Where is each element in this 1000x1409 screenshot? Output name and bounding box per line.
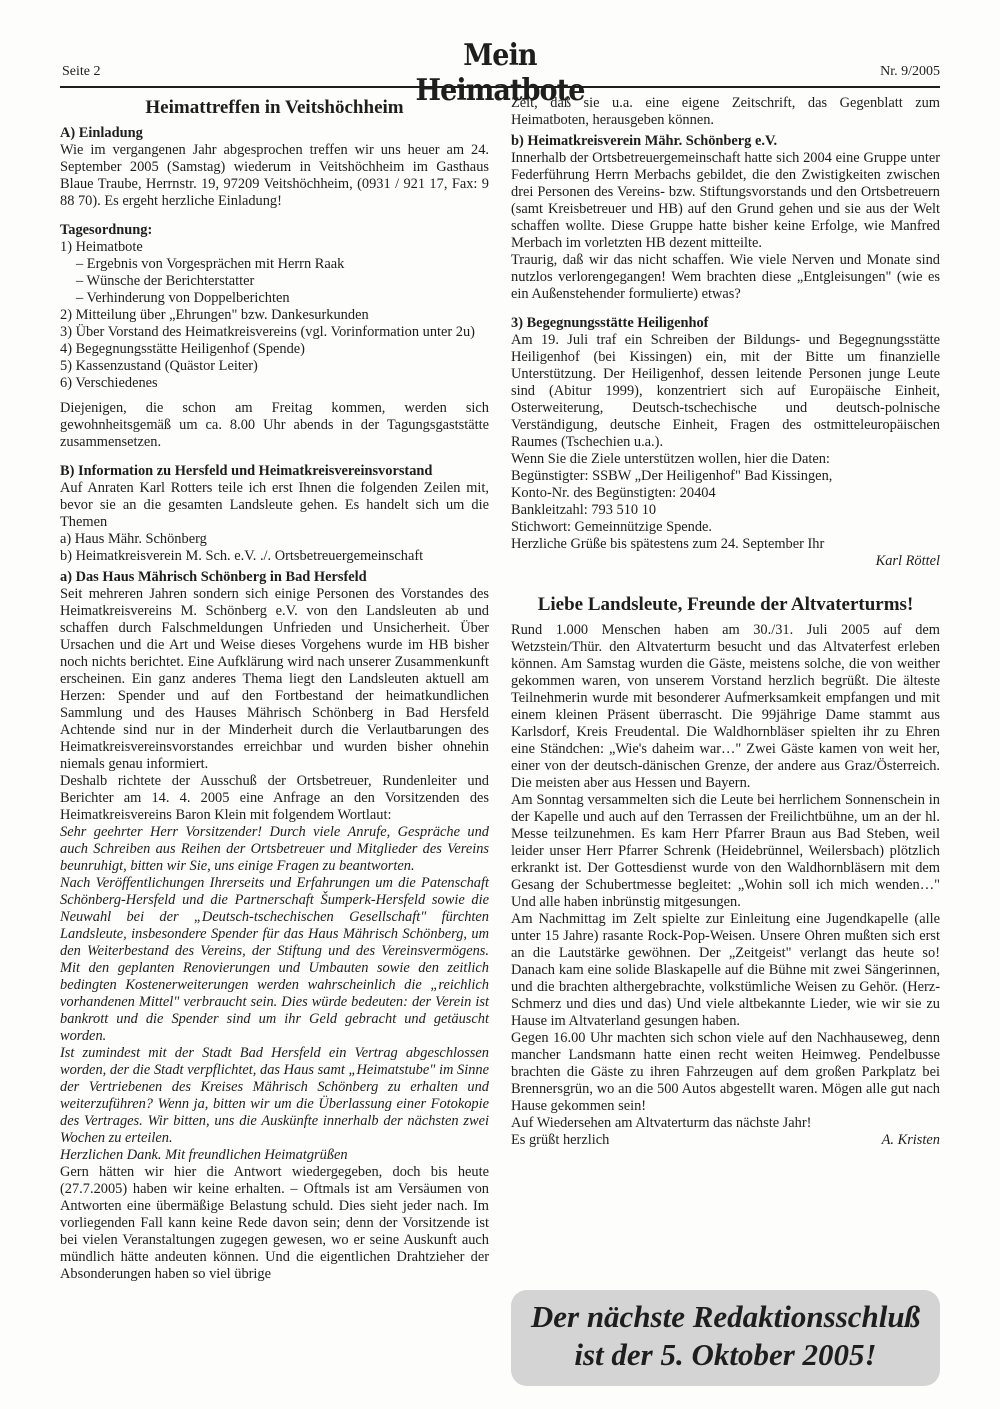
section-heading: B) Information zu Hersfeld und Heimatkreisvereinsvorstand [60, 463, 433, 479]
agenda-item: 5) Kassenzustand (Quästor Leiter) [60, 358, 258, 374]
section-heading: a) Das Haus Mährisch Schönberg in Bad Hersfeld [60, 569, 367, 585]
paragraph: Zeit, daß sie u.a. eine eigene Zeitschrift, das Gegenblatt zum Heimatboten, herausgeben können. [511, 95, 940, 128]
agenda-item: 6) Verschiedenes [60, 375, 158, 391]
list-item: b) Heimatkreisverein M. Sch. e.V. ./. Ortsbetreuergemeinschaft [60, 548, 424, 564]
agenda-item: 1) Heimatbote [60, 239, 143, 255]
section-heading: b) Heimatkreisverein Mähr. Schönberg e.V. [511, 133, 778, 149]
paragraph: Am 19. Juli traf ein Schreiben der Bildungs- und Begegnungsstätte Heiligenhof (bei Kissingen) ein, mit der Bitte um finanzielle Unterstützung. Der Heiligenhof, dessen leitende Personen junge Leute sind (Abitur 1999), konzentriert sich auf Europäische Einheit, Osterweiterung, Deutsch-tschechische und deutsch-polnische Verständigung, deutsche Einheit, Fragen des ostmitteleuropäischen Raumes (Tschechien u.a.). [511, 332, 940, 450]
agenda-item: 4) Begegnungsstätte Heiligenhof (Spende) [60, 341, 305, 357]
paragraph: Seit mehreren Jahren sondern sich einige Personen des Vorstandes des Heimatkreisvereins M. Schönberg e.V. von den Landsleuten ab und schaffen durch Falschmeldungen Unfrieden und Unsicherheit. Über Ursachen und die Art und Weise dieses Vorgehens wurde im HB bisher noch nichts berichtet. Eine Aufklärung wird nach unserer Zusammenkunft erscheinen. Ein ganz anderes Thema liegt den Landsleuten aktuell am Herzen: Spender und auf den Fortbestand der heimatkundlichen Sammlung und des Hauses Mährisch Schönberg in Bad Hersfeld Achtende sind nur in der Minderheit durch die Verlautbarungen des Heimatkreisvereinsvorstandes erreichbar und wurden bisher ohnehin niemals genau informiert. [60, 586, 489, 772]
masthead-logo: Mein Heimatbote [415, 38, 585, 108]
paragraph: Innerhalb der Ortsbetreuergemeinschaft hatte sich 2004 eine Gruppe unter Federführung Herrn Merbachs gebildet, die den Zwistigkeiten zwischen drei Personen des Vereins- bzw. Stiftungsvorstands und den Ortsbetreuern (samt Kreisbetreuer und HB) auf den Grund gehen und sie aus der Welt schaffen wollte. Diese Gruppe hatte bisher keine Erfolge, wie Manfred Merbach im vorletzten HB dezent mitteilte. [511, 150, 940, 251]
bank-line: Stichwort: Gemeinnützige Spende. [511, 519, 713, 535]
page-number: Seite 2 [62, 64, 101, 79]
paragraph: Am Sonntag versammelten sich die Leute bei herrlichem Sonnenschein in der Kapelle und auch auf den Terrassen der Freilichtbühne, um an der hl. Messe teilzunehmen. Es kam Herr Pfarrer Braun aus Bad Steben, weil leider unser Herr Pfarrer Schrenk (Heidebrünnel, Weilersbach) plötzlich erkrankt ist. Der Gottesdienst wurde von den Waldhornbläsern mit dem Gesang der Schubertmesse begleitet: „Wohin soll ich mich wenden…" Und alle haben inbrünstig mitgesungen. [511, 792, 940, 910]
notice-line: Der nächste Redaktionsschluß [530, 1299, 921, 1334]
agenda-item: – Ergebnis von Vorgesprächen mit Herrn Raak [76, 256, 345, 272]
bank-line: Herzliche Grüße bis spätestens zum 24. September Ihr [511, 536, 825, 552]
closing-line [511, 1132, 940, 1149]
paragraph: Gegen 16.00 Uhr machten sich schon viele auf den Nachhauseweg, denn mancher Landsmann hatte einen recht weiten Heimweg. Pendelbusse brachten die Gäste zu ihren Fahrzeugen auf dem großen Parkplatz bei Brennersgrün, wo an die 500 Autos abgestellt waren. Mögen alle gut nach Hause gekommen sein! [511, 1030, 940, 1114]
agenda-item: – Verhinderung von Doppelberichten [76, 290, 290, 306]
agenda-heading: Tagesordnung: [60, 222, 153, 238]
article-title: Liebe Landsleute, Freunde der Altvaterturms! [537, 594, 914, 615]
bank-line: Konto-Nr. des Begünstigten: 20404 [511, 485, 716, 501]
paragraph: Auf Anraten Karl Rotters teile ich erst Ihnen die folgenden Zeilen mit, bevor sie an die gesamten Landsleute gehen. Es handelt sich um die Themen [60, 480, 489, 530]
section-heading: A) Einladung [60, 125, 143, 141]
signature: A. Kristen [881, 1132, 940, 1148]
article-title: Heimattreffen in Veitshöchheim [145, 97, 404, 118]
header-rule [60, 86, 940, 88]
paragraph: Diejenigen, die schon am Freitag kommen, werden sich gewohnheitsgemäß um ca. 8.00 Uhr abends in der Tagungsgaststätte zusammensetzen. [60, 400, 489, 450]
bank-line: Bankleitzahl: 793 510 10 [511, 502, 657, 518]
notice-line: ist der 5. Oktober 2005! [574, 1337, 877, 1372]
agenda-item: 3) Über Vorstand des Heimatkreisvereins (vgl. Vorinformation unter 2u) [60, 324, 475, 340]
paragraph: Auf Wiedersehen am Altvaterturm das nächste Jahr! [511, 1115, 812, 1131]
list-item: a) Haus Mähr. Schönberg [60, 531, 207, 547]
right-column [511, 95, 940, 1149]
paragraph: Deshalb richtete der Ausschuß der Ortsbetreuer, Rundenleiter und Berichter am 14. 4. 2005 eine Anfrage an den Vorsitzenden des Heimatkreisvereins Baron Klein mit folgendem Wortlaut: [60, 773, 489, 823]
paragraph: Wie im vergangenen Jahr abgesprochen treffen wir uns heuer am 24. September 2005 (Samstag) wiederum in Veitshöchheim im Gasthaus Blaue Traube, Herrnstr. 19, 97209 Veitshöchheim, (0931 / 921 17, Fax: 9 88 70). Es ergeht herzliche Einladung! [60, 142, 489, 209]
paragraph: Gern hätten wir hier die Antwort wiedergegeben, doch bis heute (27.7.2005) haben wir keine erhalten. – Oftmals ist am Versäumen von Antworten eine übermäßige Belastung schuld. Dies sieht jeder nach. Im vorliegenden Fall kann keine Rede davon sein; denn der Vorsitzende ist bei vielen Veranstaltungen zugegen gewesen, wo er seine Auskunft auch mündlich hätte andeuten können. Und die eigentlichen Drahtzieher der Absonderungen haben so viel übrige [60, 1164, 489, 1282]
paragraph: Am Nachmittag im Zelt spielte zur Einleitung eine Jugendkapelle (alle unter 15 Jahre) rasante Rock-Pop-Weisen. Unsere Ohren mußten sich erst an die Lautstärke gewöhnen. Der „Zeitgeist" verlangt das heute so! Danach kam eine solide Blaskapelle auf die Bühne mit zwei Sängerinnen, und die brachten althergebrachte, volkstümliche Weisen zu Gehör. (Herz-Schmerz und dies und das) Und viele altbekannte Lieder, wie wir sie zu Hause im Altvaterland gesungen haben. [511, 911, 940, 1029]
bank-line: Wenn Sie die Ziele unterstützen wollen, hier die Daten: [511, 451, 830, 467]
agenda-item: 2) Mitteilung über „Ehrungen" bzw. Dankesurkunden [60, 307, 369, 323]
bank-line: Begünstigter: SSBW „Der Heiligenhof" Bad Kissingen, [511, 468, 833, 484]
quote: Nach Veröffentlichungen Ihrerseits und Erfahrungen um die Patenschaft Schönberg-Hersfeld und die Partnerschaft Šumperk-Hersfeld sowie die Neuwahl bei der „Deutsch-tschechischen Gesellschaft" fürchten Landsleute, insbesondere Spender für das Haus Mährisch Schönberg, um den Weiterbestand des Vereins, der Stiftung und des Vereinsvermögens. Mit den geplanten Renovierungen und Umbauten sowie den zeitlich bedingten Kostenerweiterungen werden wahrscheinlich die „reichlich vorhandenen Mittel" verbraucht sein. Dies würde bedeuten: der Verein ist bankrott und die Spender sind um ihr Geld gebracht und getäuscht worden. [60, 875, 489, 1044]
quote: Herzlichen Dank. Mit freundlichen Heimatgrüßen [60, 1147, 348, 1163]
deadline-notice [511, 1290, 940, 1386]
agenda-item: – Wünsche der Berichterstatter [76, 273, 255, 289]
paragraph: Rund 1.000 Menschen haben am 30./31. Juli 2005 auf dem Wetzstein/Thür. den Altvaterturm besucht und das Altvaterfest erleben können. Am Samstag wurden die Gäste, meistens solche, die von weither gekommen waren, von unserem Vorstand herzlich begrüßt. Die älteste Teilnehmerin wurde mit besonderer Aufmerksamkeit empfangen und mit einem kleinen Präsent überrascht. Die 99jährige Dame stammt aus Karlsdorf, Kreis Freudental. Die Waldhornbläser spielten ihr zu Ehren eine Ständchen: „Wie's daheim war…" Zwei Gäste kamen von weit her, einer von der deutsch-dänischen Grenze, der andere aus Graz/Österreich. Die meisten aber aus Hessen und Bayern. [511, 622, 940, 791]
left-column [60, 95, 489, 1283]
section-heading: 3) Begegnungsstätte Heiligenhof [511, 315, 709, 331]
quote: Ist zumindest mit der Stadt Bad Hersfeld ein Vertrag abgeschlossen worden, der die Stadt verpflichtet, das Haus samt „Heimatstube" im Sinne der Vertriebenen des Kreises Mährisch Schönberg zu erhalten und weiterzuführen? Wenn ja, bitten wir um die Überlassung einer Fotokopie des Vertrages. Wir bitten, uns die Auskünfte innerhalb der nächsten zwei Wochen zu erteilen. [60, 1045, 489, 1146]
issue-number: Nr. 9/2005 [880, 64, 940, 79]
closing-text: Es grüßt herzlich [511, 1132, 610, 1148]
paragraph: Traurig, daß wir das nicht schaffen. Wie viele Nerven und Monate sind nutzlos verlorengegangen! Wem brachten diese „Entgleisungen" (wie es ein Außenstehender formulierte) etwas? [511, 252, 940, 302]
quote: Sehr geehrter Herr Vorsitzender! Durch viele Anrufe, Gespräche und auch Schreiben aus Reihen der Ortsbetreuer und Mitglieder des Vereins beunruhigt, bitten wir Sie, uns einige Fragen zu beantworten. [60, 824, 489, 874]
signature: Karl Röttel [875, 553, 940, 569]
